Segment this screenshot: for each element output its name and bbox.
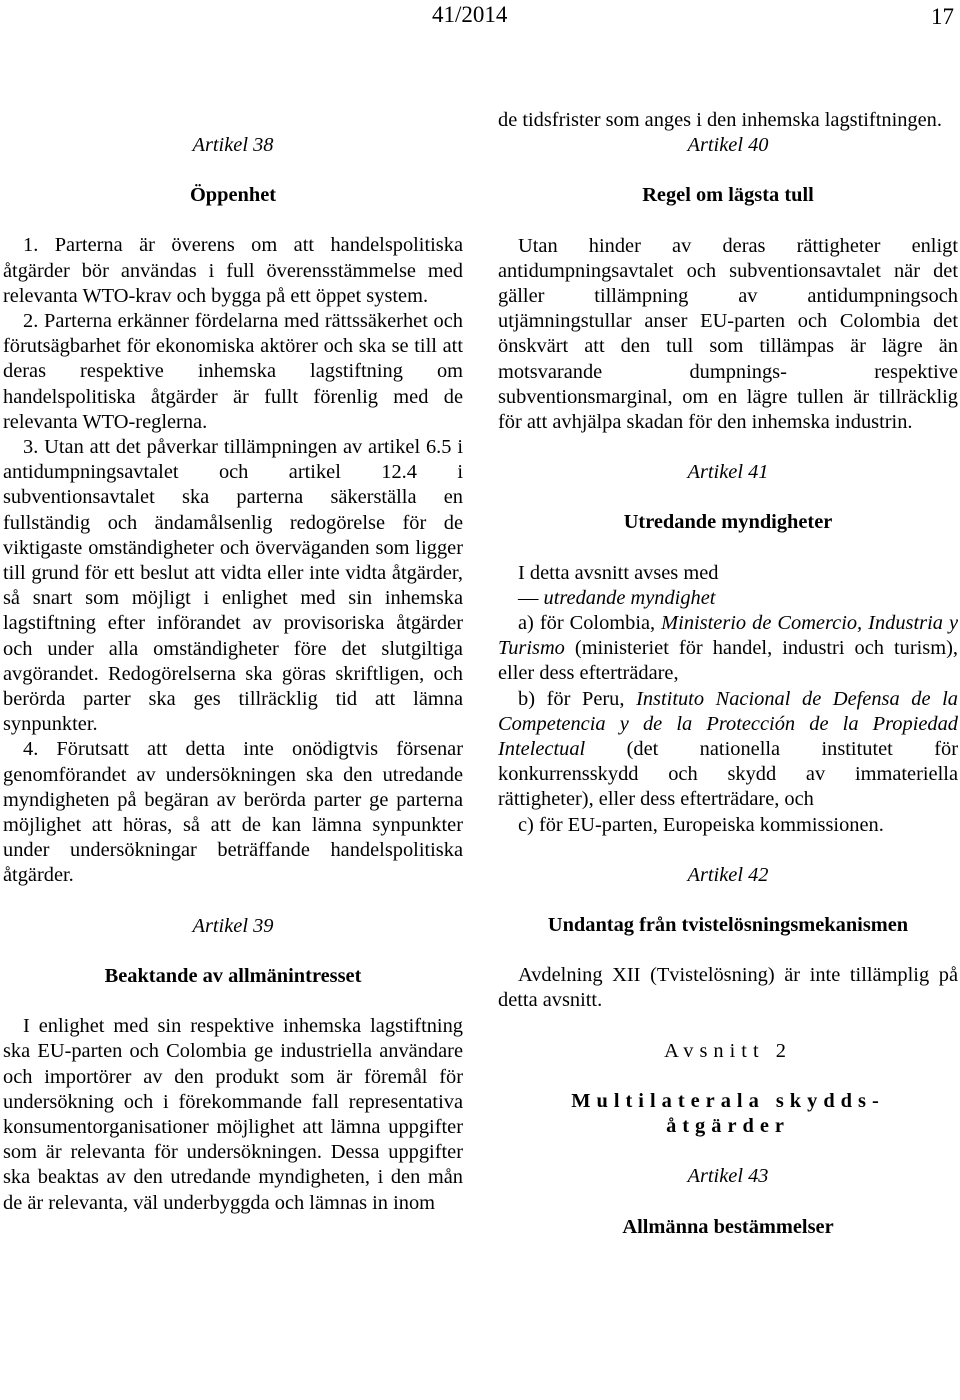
section-2-number: Avsnitt 2 xyxy=(664,1039,792,1062)
article-39-continuation: de tidsfrister som anges i den inhemska lagstiftningen. xyxy=(498,109,942,131)
article-39-title: Beaktande av allmänintresset xyxy=(104,964,362,987)
article-41-definition xyxy=(498,586,958,611)
article-40-paragraph-1: Utan hinder av deras rättigheter enligt antidumpningsavtalet och subventionsavtalet när det gäller tillämpning av antidumpningsoch utjämningstullar anser EU-parten och Colombia det önskvärt att den tull som tillämpas är lägre än motsvarande dumpnings- respektive subventionsmarginal, om en lägre tullen är tillräcklig för att avhjälpa skadan för den inhemska industrin. xyxy=(498,234,958,434)
issue-number: 41/2014 xyxy=(432,2,508,27)
article-43-title: Allmänna bestämmelser xyxy=(622,1215,834,1238)
article-38-paragraph-4: 4. Förutsatt att detta inte onödigtvis försenar genomförandet av undersökningen ska den utredande myndigheten på begäran av berörda parter ge parterna möjlighet att höras, så att de kan lämna synpunkter under undersökningar beträffande handelspolitiska åtgärder. xyxy=(3,738,463,887)
article-38-paragraph-1: 1. Parterna är överens om att handelspolitiska åtgärder bör användas i full överensstämmelse med relevanta WTO-krav och bygga på ett öppet system. xyxy=(3,234,463,307)
section-2-title-line-1: Multilaterala skydds- xyxy=(571,1089,885,1112)
item-a-suffix: (ministeriet för handel, industri och turism), eller dess efterträdare, xyxy=(498,637,958,685)
article-38-paragraph-3: 3. Utan att det påverkar tillämpningen av artikel 6.5 i antidumpningsavtalet och artikel 12.4 i subventionsavtalet ska parterna säkerställa en fullständig och ändamålsenlig redogörelse för de viktigaste omständigheter och överväganden som ligger till grund för ett beslut att vidta eller inte vidta åtgärder, så snart som möjligt i enlighet med sin inhemska lagstiftning efter införandet av provisoriska åtgärder och under alla omständigheter före det slutgiltiga avgörandet. Redogörelserna ska göras skriftligen, och berörda parter ska ges tillräcklig tid att lämna synpunkter. xyxy=(3,436,463,736)
definition-dash: — xyxy=(518,586,544,609)
article-38-number: Artikel 38 xyxy=(192,134,274,156)
left-column xyxy=(3,108,463,1216)
item-b-prefix: b) för Peru, xyxy=(518,687,637,710)
section-2-title-line-2: åtgärder xyxy=(666,1115,790,1138)
article-41-title: Utredande myndigheter xyxy=(623,511,833,534)
article-42-title: Undantag från tvistelösningsmekanismen xyxy=(547,914,909,937)
article-41-item-c: c) för EU-parten, Europeiska kommissionen. xyxy=(518,813,884,836)
item-a-prefix: a) för Colombia, xyxy=(518,612,662,635)
article-42-number: Artikel 42 xyxy=(687,863,769,886)
article-43-number: Artikel 43 xyxy=(687,1165,769,1188)
article-38-paragraph-2: 2. Parterna erkänner fördelarna med rättssäkerhet och förutsägbarhet för ekonomiska aktörer och ska se till att deras respektive inhemska lagstiftning om handelspolitiska åtgärder är fullt förenlig med de relevanta WTO-reglerna. xyxy=(3,310,463,433)
article-40-number: Artikel 40 xyxy=(687,134,769,157)
article-41-item-a xyxy=(498,611,958,687)
article-40-title: Regel om lägsta tull xyxy=(642,184,814,207)
article-41-item-b xyxy=(498,687,958,813)
article-39-number: Artikel 39 xyxy=(192,914,274,937)
item-b-italic: Instituto Nacional de Defensa de la Competencia y de la Protección de la Propiedad Intelectual xyxy=(498,687,958,761)
article-38-title: Öppenhet xyxy=(189,184,277,207)
right-column xyxy=(498,108,958,1240)
item-a-italic: Ministerio de Comercio, Industria y Turismo xyxy=(498,612,958,660)
page-number: 17 xyxy=(931,4,954,29)
article-39-paragraph-1: I enlighet med sin respektive inhemska lagstiftning ska EU-parten och Colombia ge industriella användare och importörer av den produkt som är föremål för undersökning och i förekommande fall representativa konsumentorganisationer möjlighet att lämna uppgifter som är relevanta för undersökningen. Dessa uppgifter ska beaktas av den utredande myndigheten, i den mån de är relevanta, väl underbyggda och lämnas in inom xyxy=(3,1015,463,1214)
item-b-suffix: (det nationella institutet för konkurrensskydd och skydd av immateriella rättigheter), eller dess efterträdare, och xyxy=(498,738,958,811)
definition-term: utredande myndighet xyxy=(543,586,716,609)
article-41-number: Artikel 41 xyxy=(687,461,769,484)
page-header xyxy=(0,0,960,36)
article-41-intro: I detta avsnitt avses med xyxy=(518,561,719,584)
article-42-paragraph-1: Avdelning XII (Tvistelösning) är inte tillämplig på detta avsnitt. xyxy=(498,964,958,1012)
